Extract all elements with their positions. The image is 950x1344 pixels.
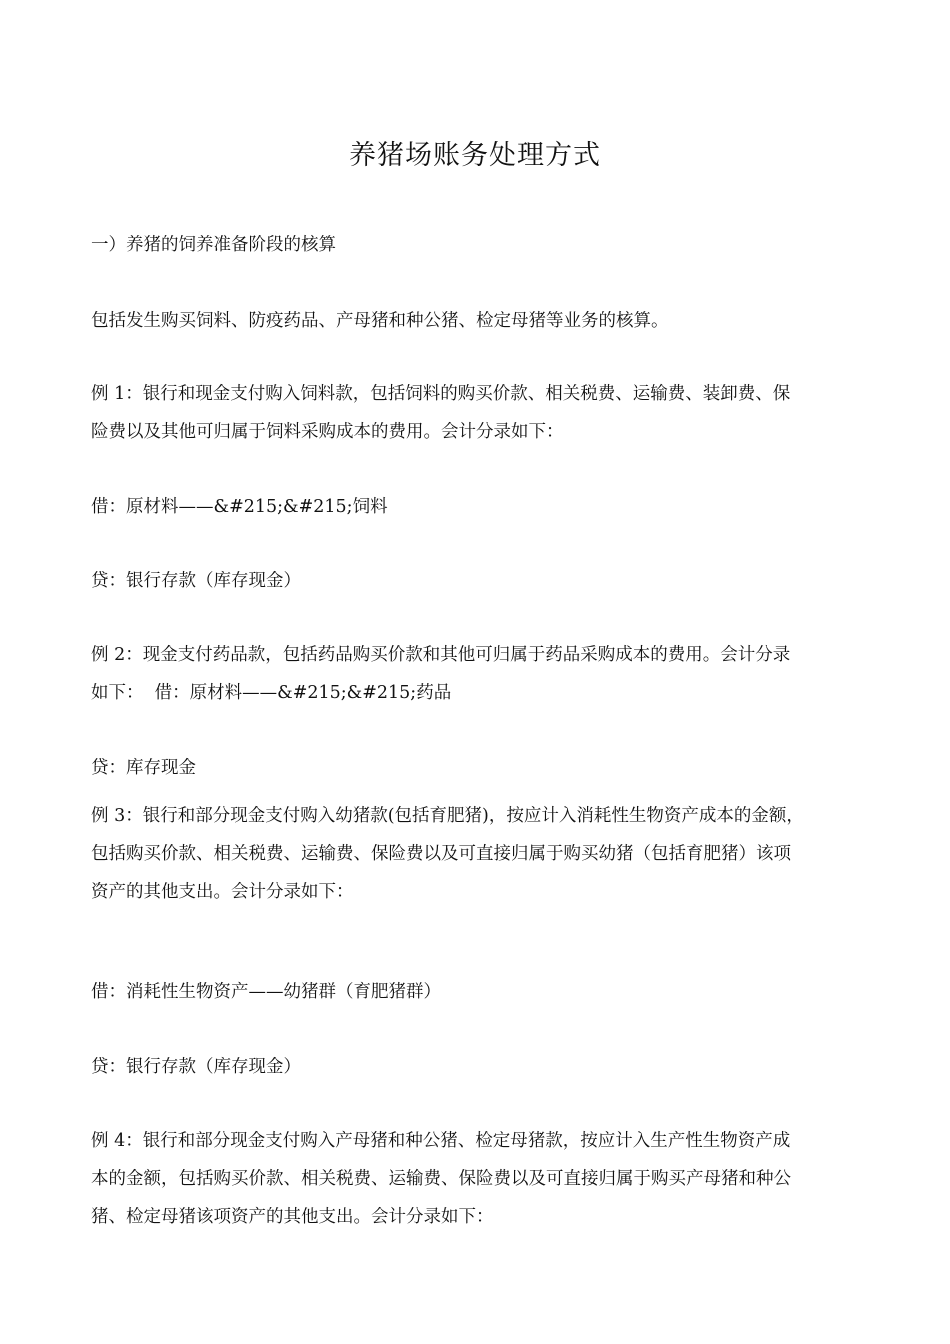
example3-line3: 资产的其他支出。会计分录如下：	[91, 882, 354, 902]
example1-paragraph	[91, 375, 861, 451]
example1-line1: 例 1：银行和现金支付购入饲料款，包括饲料的购买价款、相关税费、运输费、装卸费、保	[91, 384, 791, 404]
example4-line3: 猪、检定母猪该项资产的其他支出。会计分录如下：	[91, 1207, 494, 1227]
example1-line2: 险费以及其他可归属于饲料采购成本的费用。会计分录如下：	[91, 422, 564, 442]
example1-credit-text: 贷：银行存款（库存现金）	[91, 571, 301, 591]
intro-paragraph	[91, 302, 861, 340]
example1-debit-entry	[91, 488, 861, 526]
example1-debit-text: 借：原材料——&#215;&#215;饲料	[91, 497, 388, 517]
example3-line1: 例 3：银行和部分现金支付购入幼猪款(包括育肥猪)，按应计入消耗性生物资产成本的金额，	[91, 806, 804, 826]
example3-credit-entry	[91, 1048, 861, 1086]
example2-credit-text: 贷：库存现金	[91, 758, 196, 778]
example3-paragraph	[91, 797, 861, 911]
example3-debit-entry	[91, 973, 861, 1011]
section-heading-text: 一）养猪的饲养准备阶段的核算	[91, 235, 336, 255]
example4-paragraph	[91, 1122, 861, 1236]
document-title: 养猪场账务处理方式	[349, 140, 601, 171]
example2-line2: 如下： 借：原材料——&#215;&#215;药品	[91, 683, 452, 703]
example4-line2: 本的金额，包括购买价款、相关税费、运输费、保险费以及可直接归属于购买产母猪和种公	[91, 1169, 791, 1189]
example4-line1: 例 4：银行和部分现金支付购入产母猪和种公猪、检定母猪款，按应计入生产性生物资产成	[91, 1131, 791, 1151]
example1-credit-entry	[91, 562, 861, 600]
example2-paragraph	[91, 636, 861, 712]
example2-line1: 例 2：现金支付药品款，包括药品购买价款和其他可归属于药品采购成本的费用。会计分录	[91, 645, 791, 665]
section-heading	[91, 226, 861, 264]
example3-line2: 包括购买价款、相关税费、运输费、保险费以及可直接归属于购买幼猪（包括育肥猪）该项	[91, 844, 791, 864]
example3-debit-text: 借：消耗性生物资产——幼猪群（育肥猪群）	[91, 982, 441, 1002]
example3-credit-text: 贷：银行存款（库存现金）	[91, 1057, 301, 1077]
intro-text: 包括发生购买饲料、防疫药品、产母猪和种公猪、检定母猪等业务的核算。	[91, 311, 669, 331]
example2-credit-entry	[91, 749, 861, 787]
